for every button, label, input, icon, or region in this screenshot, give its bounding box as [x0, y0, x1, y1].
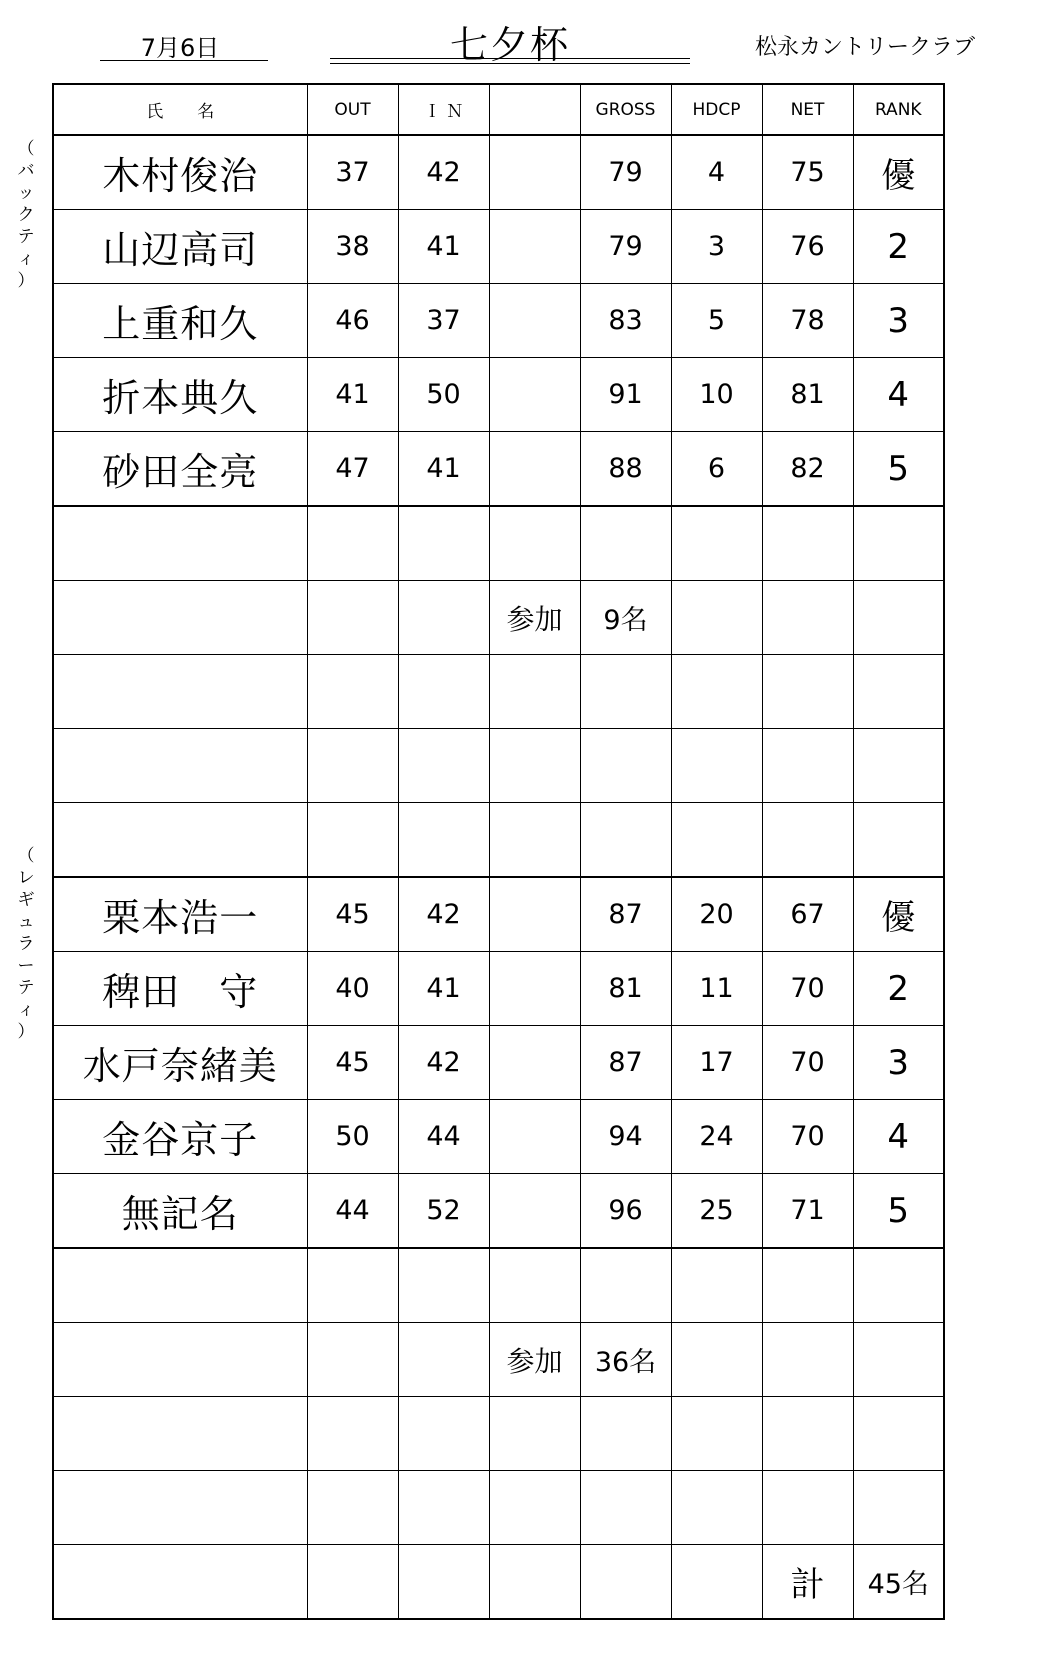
handicap: 24 [671, 1100, 762, 1174]
gross-score: 91 [580, 358, 671, 432]
empty-row [53, 506, 944, 581]
player-name: 折本典久 [53, 358, 307, 432]
rank: 優 [853, 135, 944, 210]
gross-score: 96 [580, 1174, 671, 1249]
column-header-blank [489, 84, 580, 135]
rank: 3 [853, 1026, 944, 1100]
total-count: 45名 [853, 1545, 944, 1620]
net-score: 67 [762, 877, 853, 952]
table-row [53, 210, 944, 284]
empty-row [53, 1397, 944, 1471]
table-row [53, 1026, 944, 1100]
date-underline [100, 60, 268, 61]
in-score: 37 [398, 284, 489, 358]
handicap: 5 [671, 284, 762, 358]
player-name: 上重和久 [53, 284, 307, 358]
empty-row [53, 803, 944, 878]
column-header-out: OUT [307, 84, 398, 135]
rank: 4 [853, 358, 944, 432]
out-score: 45 [307, 877, 398, 952]
participants-label: 参加 [489, 581, 580, 655]
in-score: 44 [398, 1100, 489, 1174]
empty-row [53, 655, 944, 729]
handicap: 20 [671, 877, 762, 952]
in-score: 42 [398, 1026, 489, 1100]
blank-cell [489, 877, 580, 952]
participants-row [53, 1323, 944, 1397]
gross-score: 87 [580, 1026, 671, 1100]
player-name: 栗本浩一 [53, 877, 307, 952]
column-header-in: Ｉ Ｎ [398, 84, 489, 135]
in-score: 42 [398, 135, 489, 210]
total-label: 計 [762, 1545, 853, 1620]
regular-tee-side-label: （ レ ギ ュ ラ ー テ ィ ） [17, 846, 35, 1042]
rank: 5 [853, 1174, 944, 1249]
player-name: 金谷京子 [53, 1100, 307, 1174]
back-tee-side-label: （ バ ッ ク テ ィ ） [17, 139, 35, 291]
gross-score: 88 [580, 432, 671, 507]
column-header-name: 氏 名 [53, 84, 307, 135]
in-score: 41 [398, 952, 489, 1026]
participants-label: 参加 [489, 1323, 580, 1397]
rank: 優 [853, 877, 944, 952]
net-score: 81 [762, 358, 853, 432]
column-header-net: NET [762, 84, 853, 135]
out-score: 46 [307, 284, 398, 358]
handicap: 17 [671, 1026, 762, 1100]
blank-cell [489, 952, 580, 1026]
out-score: 45 [307, 1026, 398, 1100]
gross-score: 79 [580, 135, 671, 210]
blank-cell [489, 1026, 580, 1100]
net-score: 82 [762, 432, 853, 507]
table-row [53, 432, 944, 507]
event-title: 七夕杯 [449, 23, 570, 67]
participants-count: 36名 [580, 1323, 671, 1397]
in-score: 41 [398, 210, 489, 284]
net-score: 71 [762, 1174, 853, 1249]
player-name: 山辺高司 [53, 210, 307, 284]
column-header-hdcp: HDCP [671, 84, 762, 135]
in-score: 41 [398, 432, 489, 507]
participants-count: 9名 [580, 581, 671, 655]
blank-cell [489, 135, 580, 210]
handicap: 25 [671, 1174, 762, 1249]
rank: 2 [853, 210, 944, 284]
in-score: 50 [398, 358, 489, 432]
participants-row [53, 581, 944, 655]
out-score: 38 [307, 210, 398, 284]
total-row [53, 1545, 944, 1620]
handicap: 4 [671, 135, 762, 210]
table-row [53, 1100, 944, 1174]
empty-row [53, 729, 944, 803]
rank: 4 [853, 1100, 944, 1174]
table-row [53, 952, 944, 1026]
handicap: 10 [671, 358, 762, 432]
in-score: 52 [398, 1174, 489, 1249]
handicap: 6 [671, 432, 762, 507]
gross-score: 87 [580, 877, 671, 952]
rank: 5 [853, 432, 944, 507]
table-row [53, 135, 944, 210]
net-score: 76 [762, 210, 853, 284]
handicap: 11 [671, 952, 762, 1026]
out-score: 41 [307, 358, 398, 432]
net-score: 70 [762, 1100, 853, 1174]
handicap: 3 [671, 210, 762, 284]
title-underline-double [330, 63, 690, 64]
out-score: 44 [307, 1174, 398, 1249]
net-score: 70 [762, 952, 853, 1026]
net-score: 75 [762, 135, 853, 210]
in-score: 42 [398, 877, 489, 952]
event-date: 7月6日 [140, 34, 220, 62]
out-score: 50 [307, 1100, 398, 1174]
player-name: 稗田 守 [53, 952, 307, 1026]
blank-cell [489, 358, 580, 432]
blank-cell [489, 210, 580, 284]
out-score: 40 [307, 952, 398, 1026]
club-name: 松永カントリークラブ [755, 35, 976, 60]
net-score: 78 [762, 284, 853, 358]
table-row [53, 1174, 944, 1249]
column-header-rank: RANK [853, 84, 944, 135]
blank-cell [489, 1100, 580, 1174]
page-header [0, 0, 1046, 80]
blank-cell [489, 432, 580, 507]
net-score: 70 [762, 1026, 853, 1100]
player-name: 水戸奈緒美 [53, 1026, 307, 1100]
column-header-gross: GROSS [580, 84, 671, 135]
table-row [53, 358, 944, 432]
empty-row [53, 1471, 944, 1545]
player-name: 木村俊治 [53, 135, 307, 210]
blank-cell [489, 1174, 580, 1249]
blank-cell [489, 284, 580, 358]
table-row [53, 284, 944, 358]
gross-score: 94 [580, 1100, 671, 1174]
score-table [52, 83, 945, 1620]
empty-row [53, 1248, 944, 1323]
table-header-row [53, 84, 944, 135]
out-score: 47 [307, 432, 398, 507]
table-row [53, 877, 944, 952]
rank: 3 [853, 284, 944, 358]
player-name: 無記名 [53, 1174, 307, 1249]
rank: 2 [853, 952, 944, 1026]
title-underline [330, 58, 690, 59]
gross-score: 83 [580, 284, 671, 358]
player-name: 砂田全亮 [53, 432, 307, 507]
gross-score: 79 [580, 210, 671, 284]
out-score: 37 [307, 135, 398, 210]
gross-score: 81 [580, 952, 671, 1026]
